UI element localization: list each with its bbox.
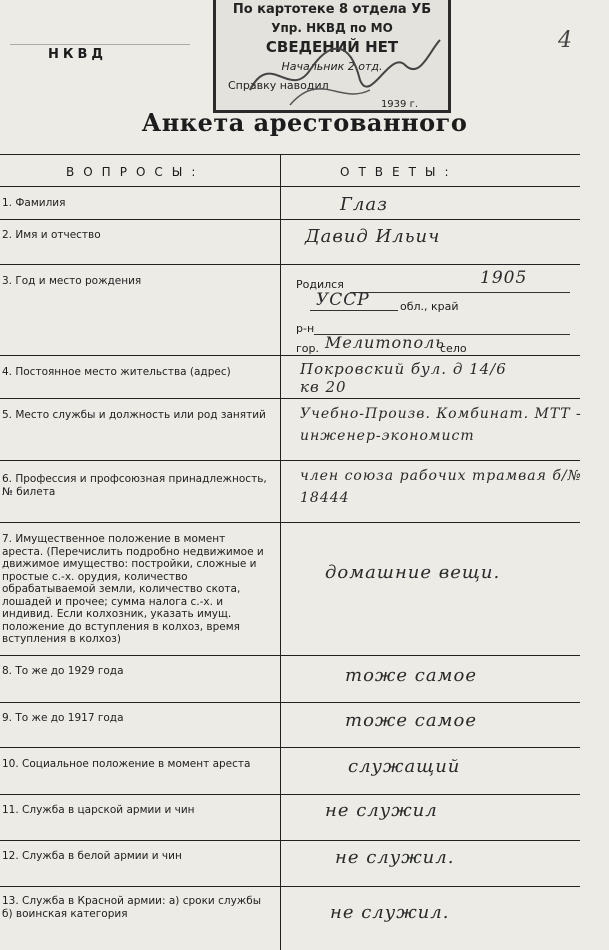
stamp-line-1: По картотеке 8 отдела УБ (232, 2, 432, 17)
row-rule (0, 186, 580, 187)
answer-surname: Глаз (340, 194, 388, 215)
org-name: НКВД (48, 47, 107, 62)
question-workplace: 5. Место службы и должность или род занятий (2, 409, 266, 421)
answer-before-1929: тоже самое (345, 665, 477, 686)
org-underline (10, 44, 190, 45)
row-rule (0, 655, 580, 656)
question-property: 7. Имущественное положение в момент ареста. (Перечислить подробно недвижимое и движимое имущество: постройки, сложные и простые с.-х. орудия, количество обрабатываемой земли, количество скота, лошадей и прочее; сумма налога с.-х. и индивид. Если колхозник, указать имущ. положение до вступления в колхоз, время вступления в колхоз) (2, 533, 264, 645)
questions-header: ВОПРОСЫ: (66, 165, 205, 179)
question-tsarist-army: 11. Служба в царской армии и чин (2, 804, 195, 816)
row-rule (0, 355, 580, 356)
born-label: Родился (296, 278, 344, 291)
answer-address: Покровский бул. д 14/6 кв 20 (300, 360, 507, 396)
question-social-status: 10. Социальное положение в момент ареста (2, 758, 251, 770)
answer-red-army: не служил. (330, 902, 450, 923)
row-rule (0, 886, 580, 887)
question-white-army: 12. Служба в белой армии и чин (2, 850, 182, 862)
answer-social-status: служащий (348, 756, 461, 777)
answer-name-patronymic: Давид Ильич (305, 226, 441, 247)
question-birth: 3. Год и место рождения (2, 275, 142, 287)
village-label: село (440, 342, 467, 355)
row-rule (0, 460, 580, 461)
stamp-line-4: Начальник 2 отд. (281, 60, 383, 73)
birth-city: Мелитополь (325, 333, 445, 352)
question-red-army: 13. Служба в Красной армии: а) сроки службы б) воинская категория (2, 895, 262, 920)
row-rule (0, 794, 580, 795)
document-title: Анкета арестованного (141, 108, 468, 137)
question-before-1917: 9. То же до 1917 года (2, 712, 124, 724)
answer-property: домашние вещи. (325, 562, 501, 583)
birth-region-line (310, 310, 398, 311)
question-address: 4. Постоянное место жительства (адрес) (2, 366, 231, 378)
district-label: р-н (296, 322, 315, 335)
answer-white-army: не служил. (335, 847, 455, 868)
signature-scribble (230, 30, 450, 110)
table-top-rule (0, 154, 580, 155)
answer-tsarist-army: не служил (325, 800, 438, 821)
stamp-line-3: СВЕДЕНИЙ НЕТ (265, 38, 399, 56)
page-number: 4 (558, 28, 572, 53)
question-profession: 6. Профессия и профсоюзная принадлежность, № билета (2, 473, 267, 498)
city-label: гор. (296, 342, 319, 355)
row-rule (0, 398, 580, 399)
stamp-line-5: Справку наводил (228, 79, 329, 92)
answer-profession: член союза рабочих трамвая б/№ 18444 (300, 468, 582, 506)
stamp-line-2: Упр. НКВД по МО (271, 21, 393, 35)
birth-region: УССР (316, 290, 370, 310)
row-rule (0, 702, 580, 703)
question-surname: 1. Фамилия (2, 197, 66, 209)
row-rule (0, 840, 580, 841)
birth-year: 1905 (480, 268, 528, 288)
answers-header: ОТВЕТЫ: (340, 165, 458, 179)
column-divider (280, 154, 281, 950)
row-rule (0, 747, 580, 748)
question-name-patronymic: 2. Имя и отчество (2, 229, 101, 241)
row-rule (0, 264, 580, 265)
answer-before-1917: тоже самое (345, 710, 477, 731)
question-before-1929: 8. То же до 1929 года (2, 665, 124, 677)
region-label: обл., край (400, 300, 459, 313)
row-rule (0, 219, 580, 220)
answer-workplace: Учебно-Произв. Комбинат. МТТ - инженер-экономист (300, 406, 582, 444)
stamp-line-6: 1939 г. (380, 99, 418, 110)
row-rule (0, 522, 580, 523)
